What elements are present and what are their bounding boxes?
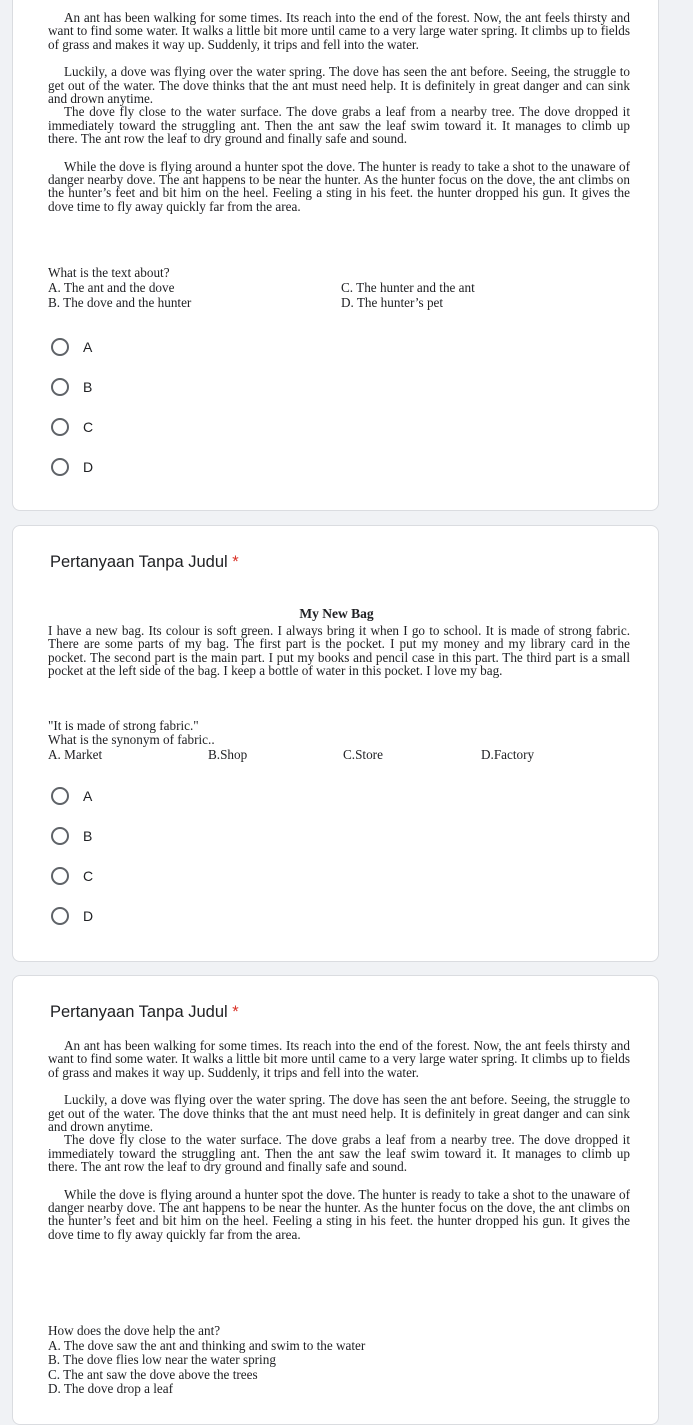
choice-row (48, 295, 638, 310)
story-paragraph: The dove fly close to the water surface. The dove grabs a leaf from a nearby tree. The dove dropped it immediately toward the struggling ant. Then the ant saw the leaf swim toward it. It manages to climb up there. The ant row the leaf to dry ground and finally safe and sound. (48, 104, 630, 147)
radio-option-c[interactable] (51, 865, 93, 887)
radio-option-b[interactable] (51, 376, 92, 398)
choice-row (48, 747, 638, 762)
choice-text: C. The hunter and the ant (341, 280, 475, 295)
story-paragraph: Luckily, a dove was flying over the water spring. The dove has seen the ant before. Seeing, the struggle to get out of the water. The dove thinks that the ant must need help. It is definitely in great danger and can sink and drown anytime. (48, 1092, 630, 1135)
radio-label: D (83, 459, 94, 475)
radio-option-d[interactable] (51, 905, 93, 927)
radio-option-d[interactable] (51, 456, 93, 478)
prompt-text: What is the text about? (48, 265, 170, 280)
choice-text: B. The dove flies low near the water spring (48, 1352, 276, 1367)
story-paragraph: While the dove is flying around a hunter spot the dove. The hunter is ready to take a shot to the unaware of danger nearby dove. The ant happens to be near the hunter. As the hunter focus on the dove, the ant climbs on the hunter’s feet and bit him on the heel. Feeling a sting in his feet. the hunter dropped his gun. It gives the dove time to fly away quickly far from the area. (48, 158, 630, 214)
radio-circle-icon[interactable] (51, 787, 69, 805)
question-prompt (48, 266, 638, 310)
choice-text: B. The dove and the hunter (48, 295, 192, 310)
story-paragraph: While the dove is flying around a hunter spot the dove. The hunter is ready to take a shot to the unaware of danger nearby dove. The ant happens to be near the hunter. As the hunter focus on the dove, the ant climbs on the hunter’s feet and bit him on the heel. Feeling a sting in his feet. the hunter dropped his gun. It gives the dove time to fly away quickly far from the area. (48, 1186, 630, 1242)
radio-option-b[interactable] (51, 825, 92, 847)
radio-circle-icon[interactable] (51, 338, 69, 356)
question-title-text: Pertanyaan Tanpa Judul (50, 1003, 228, 1021)
quote-text: "It is made of strong fabric." (48, 718, 199, 733)
radio-label: A (83, 788, 93, 804)
question-prompt (48, 1324, 638, 1397)
required-asterisk: * (232, 1003, 239, 1021)
radio-label: B (83, 828, 93, 844)
radio-option-a[interactable] (51, 785, 92, 807)
radio-option-c[interactable] (51, 416, 93, 438)
bag-passage: I have a new bag. Its colour is soft green. I always bring it when I go to school. It is made of strong fabric. There are some parts of my bag. The first part is the pocket. I put my money and my library card in the pocket. The second part is the main part. I put my books and pencil case in this part. The third part is a small pocket at the left side of the bag. I keep a bottle of water in this pocket. I love my bag. (48, 623, 630, 679)
choice-text: A. The ant and the dove (48, 280, 175, 295)
radio-circle-icon[interactable] (51, 418, 69, 436)
question-card-2 (12, 525, 659, 962)
passage-title: My New Bag (299, 606, 374, 621)
radio-label: D (83, 908, 94, 924)
choice-text: D. The dove drop a leaf (48, 1381, 173, 1396)
question-card-1 (12, 0, 659, 511)
story-paragraph: The dove fly close to the water surface. The dove grabs a leaf from a nearby tree. The dove dropped it immediately toward the struggling ant. Then the ant saw the leaf swim toward it. It manages to climb up there. The ant row the leaf to dry ground and finally safe and sound. (48, 1132, 630, 1175)
radio-circle-icon[interactable] (51, 378, 69, 396)
radio-label: C (83, 868, 94, 884)
prompt-text: What is the synonym of fabric.. (48, 732, 215, 747)
story-passage (48, 1039, 630, 1255)
choice-text: D.Factory (481, 747, 535, 762)
radio-option-a[interactable] (51, 336, 92, 358)
story-paragraph: Luckily, a dove was flying over the water spring. The dove has seen the ant before. Seeing, the struggle to get out of the water. The dove thinks that the ant must need help. It is definitely in great danger and can sink and drown anytime. (48, 64, 630, 107)
choice-text: D. The hunter’s pet (341, 295, 444, 310)
question-title (50, 553, 239, 572)
radio-label: A (83, 339, 93, 355)
choice-text: C. The ant saw the dove above the trees (48, 1366, 258, 1382)
question-title-text: Pertanyaan Tanpa Judul (50, 553, 228, 571)
story-paragraph: An ant has been walking for some times. Its reach into the end of the forest. Now, the ant feels thirsty and want to find some water. It walks a little bit more until came to a very large water spring. It climbs up to fields of grass and makes it way up. Suddenly, it trips and fell into the water. (48, 10, 630, 52)
question-title (50, 1003, 239, 1022)
radio-label: B (83, 379, 93, 395)
radio-label: C (83, 419, 94, 435)
question-card-3 (12, 975, 659, 1425)
radio-circle-icon[interactable] (51, 827, 69, 845)
radio-circle-icon[interactable] (51, 867, 69, 885)
required-asterisk: * (232, 553, 239, 571)
choice-row (48, 280, 638, 295)
choice-text: A. Market (48, 747, 103, 762)
radio-circle-icon[interactable] (51, 907, 69, 925)
choice-text: A. The dove saw the ant and thinking and swim to the water (48, 1337, 366, 1353)
choice-text: B.Shop (208, 747, 248, 762)
radio-circle-icon[interactable] (51, 458, 69, 476)
prompt-text: How does the dove help the ant? (48, 1323, 221, 1338)
story-paragraph: An ant has been walking for some times. Its reach into the end of the forest. Now, the ant feels thirsty and want to find some water. It walks a little bit more until came to a very large water spring. It climbs up to fields of grass and makes it way up. Suddenly, it trips and fell into the water. (48, 1038, 630, 1080)
story-passage (48, 11, 630, 227)
choice-text: C.Store (343, 747, 383, 762)
question-prompt (48, 719, 638, 762)
